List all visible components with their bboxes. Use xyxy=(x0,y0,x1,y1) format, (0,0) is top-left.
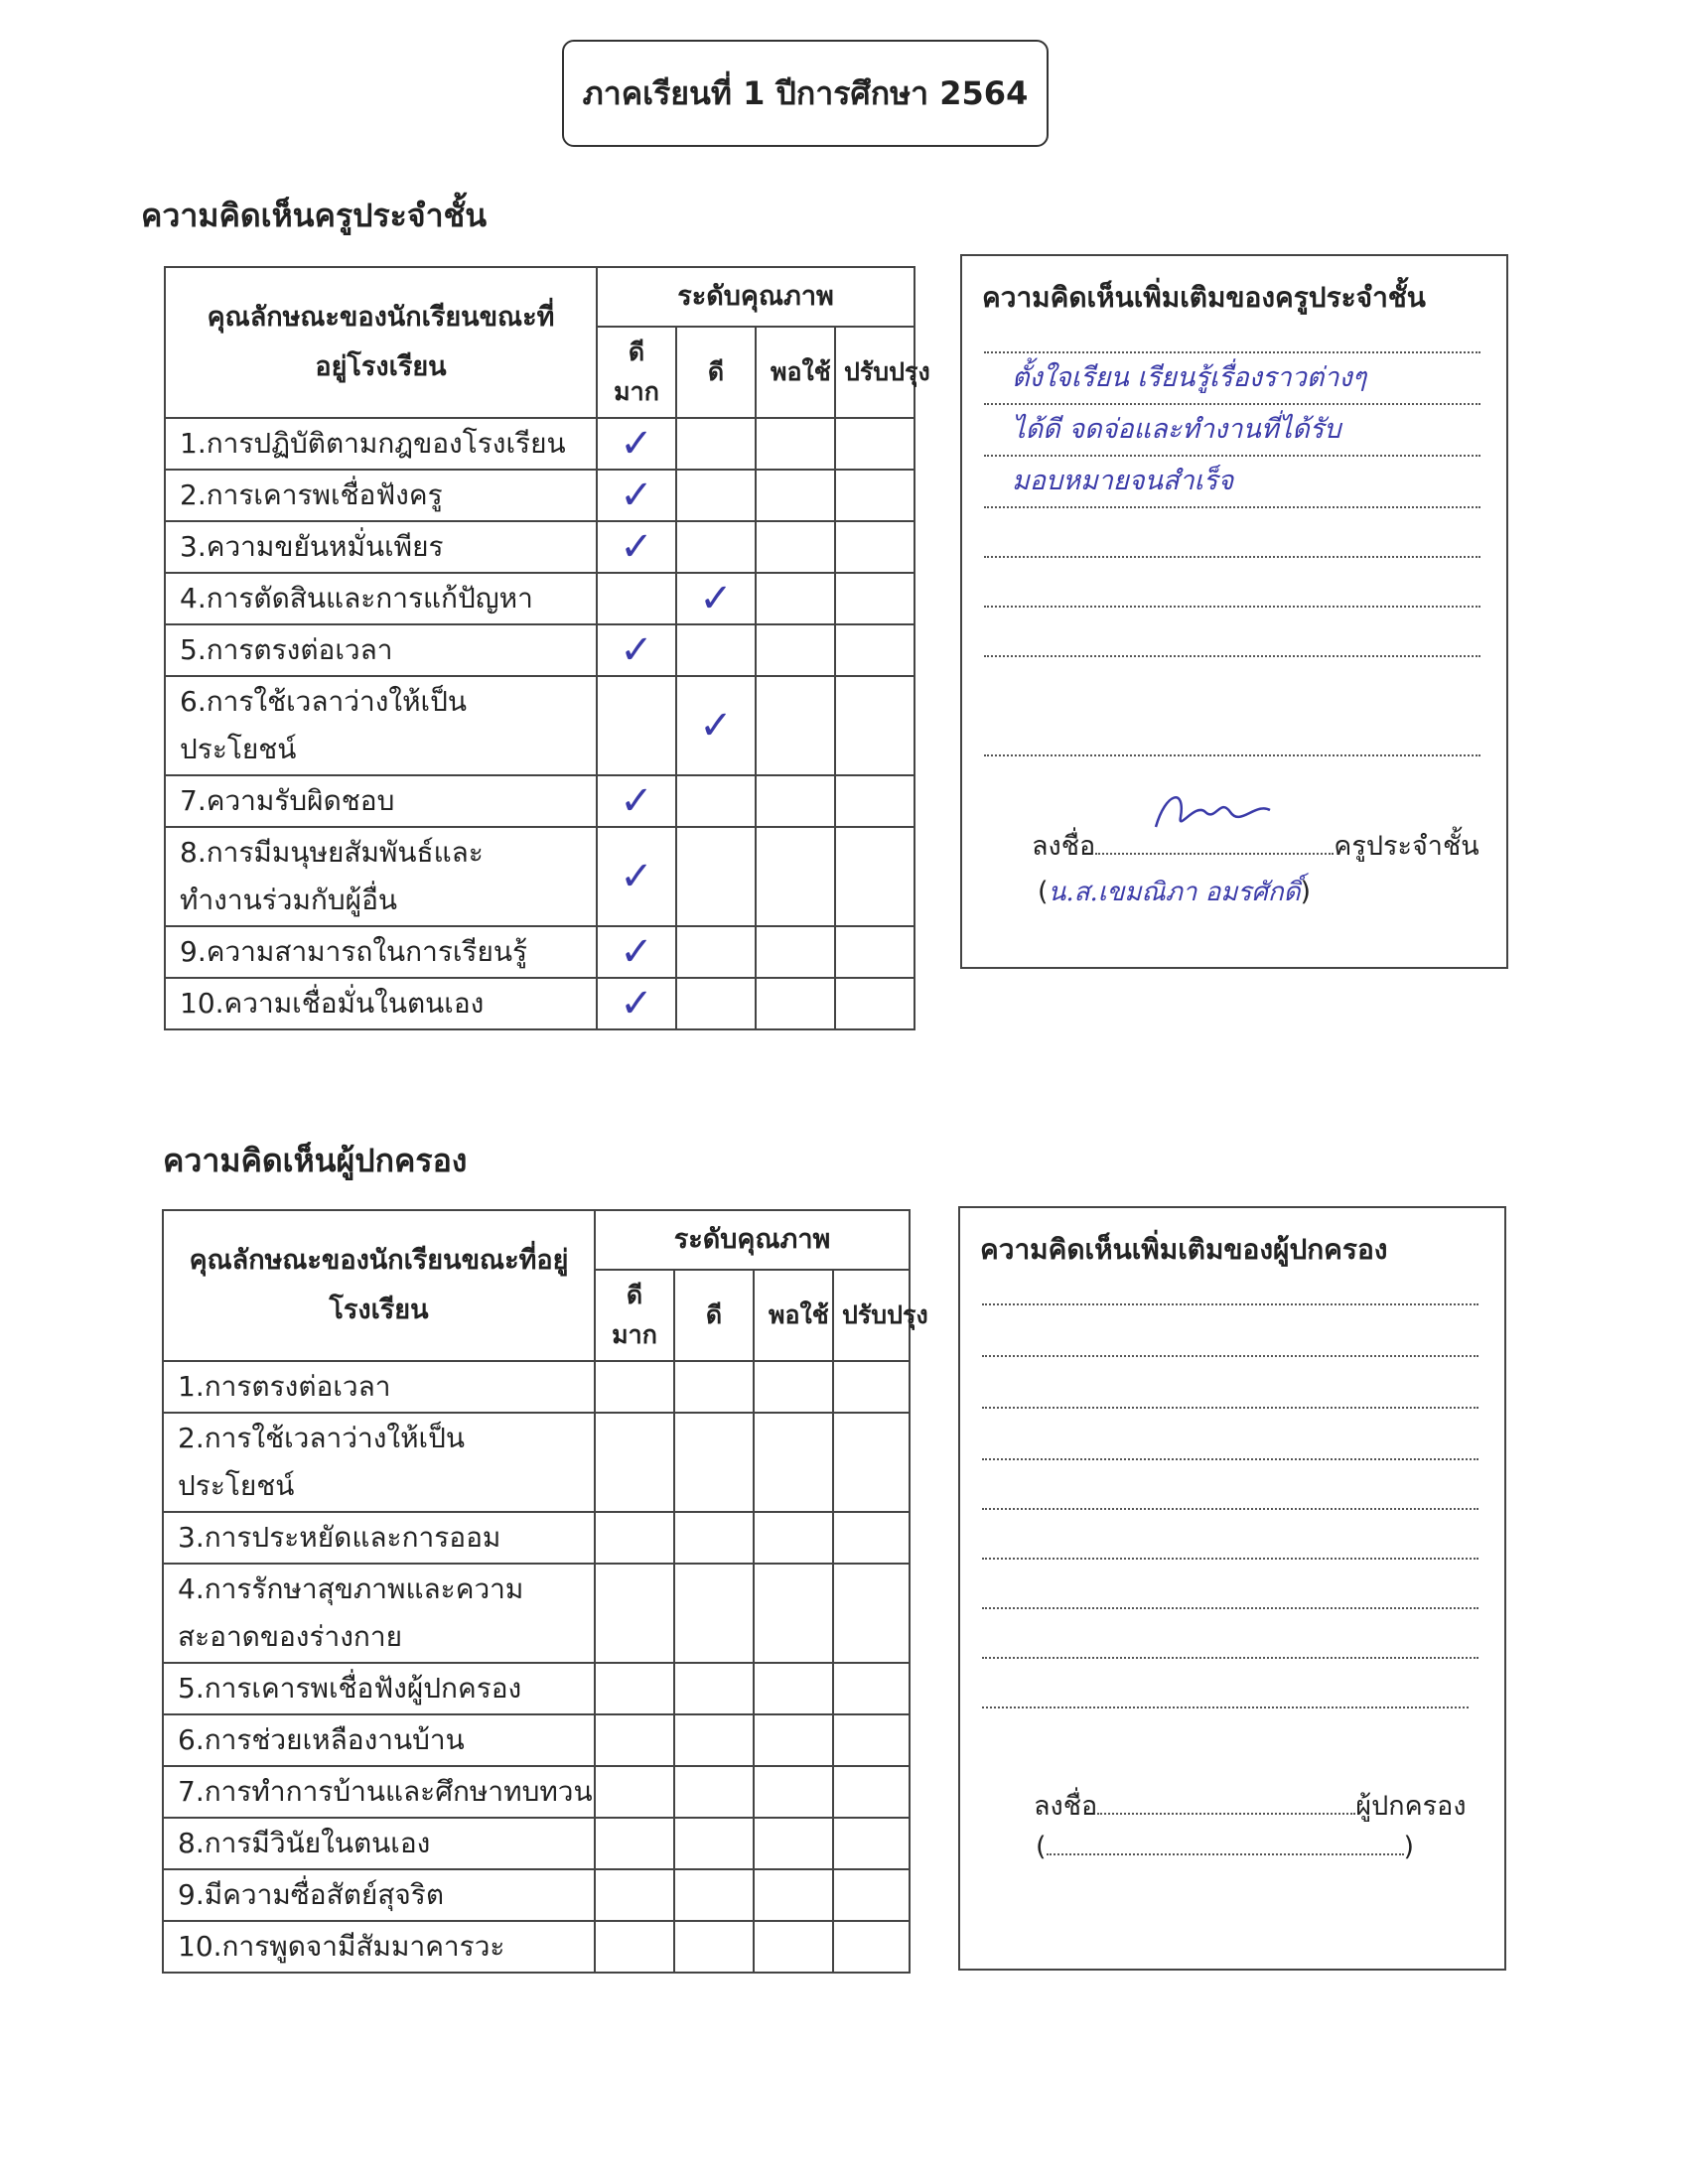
rating-cell[interactable] xyxy=(756,624,835,676)
trait-label: 9.มีความซื่อสัตย์สุจริต xyxy=(163,1869,595,1921)
comment-line xyxy=(984,351,1480,353)
comment-line[interactable] xyxy=(982,1508,1478,1510)
trait-label: 1.การตรงต่อเวลา xyxy=(163,1361,595,1413)
comment-line xyxy=(984,556,1480,558)
rating-cell[interactable] xyxy=(674,1512,754,1564)
rating-cell[interactable] xyxy=(833,1663,910,1714)
trait-label: 3.การประหยัดและการออม xyxy=(163,1512,595,1564)
rating-cell[interactable] xyxy=(676,926,756,978)
rating-cell[interactable] xyxy=(597,978,676,1029)
close-paren: ) xyxy=(1300,877,1312,907)
rating-cell[interactable] xyxy=(835,926,914,978)
rating-cell[interactable] xyxy=(595,1512,674,1564)
comment-line xyxy=(984,506,1480,508)
trait-label: 8.การมีมนุษยสัมพันธ์และทำงานร่วมกับผู้อื่น xyxy=(165,827,597,926)
comment-line xyxy=(984,455,1480,457)
rating-cell[interactable] xyxy=(595,1869,674,1921)
rating-cell[interactable] xyxy=(754,1869,833,1921)
rating-cell[interactable] xyxy=(595,1663,674,1714)
rating-cell[interactable] xyxy=(597,573,676,624)
teacher-section-heading: ความคิดเห็นครูประจำชั้น xyxy=(141,197,488,234)
trait-label: 5.การเคารพเชื่อฟังผู้ปกครอง xyxy=(163,1663,595,1714)
check-icon: ✓ xyxy=(620,929,653,975)
comment-line[interactable] xyxy=(982,1558,1478,1560)
rating-cell[interactable] xyxy=(833,1413,910,1512)
parent-signer-row xyxy=(1036,1832,1414,1862)
parent-comment-title: ความคิดเห็นเพิ่มเติมของผู้ปกครอง xyxy=(980,1233,1388,1266)
rating-cell[interactable] xyxy=(756,470,835,521)
trait-label: 3.ความขยันหมั่นเพียร xyxy=(165,521,597,573)
rating-cell[interactable] xyxy=(754,1766,833,1818)
rating-cell[interactable] xyxy=(754,1663,833,1714)
rating-cell[interactable] xyxy=(676,827,756,926)
trait-label: 2.การใช้เวลาว่างให้เป็นประโยชน์ xyxy=(163,1413,595,1512)
trait-label: 10.ความเชื่อมั่นในตนเอง xyxy=(165,978,597,1029)
rating-cell[interactable] xyxy=(754,1818,833,1869)
rating-cell[interactable] xyxy=(835,676,914,775)
table-row xyxy=(163,1766,910,1818)
level-header-excellent: ดีมาก xyxy=(597,327,676,418)
level-header-improve: ปรับปรุง xyxy=(833,1270,910,1361)
table-row xyxy=(165,775,914,827)
level-header-improve: ปรับปรุง xyxy=(835,327,914,418)
comment-line xyxy=(984,655,1480,657)
trait-label: 9.ความสามารถในการเรียนรู้ xyxy=(165,926,597,978)
rating-cell[interactable] xyxy=(833,1512,910,1564)
rating-cell[interactable] xyxy=(597,926,676,978)
table-row xyxy=(165,521,914,573)
rating-cell[interactable] xyxy=(754,1361,833,1413)
rating-cell[interactable] xyxy=(754,1564,833,1663)
trait-label: 5.การตรงต่อเวลา xyxy=(165,624,597,676)
teacher-comment-line-2: ได้ดี จดจ่อและทำงานที่ได้รับ xyxy=(1012,414,1341,445)
sign-label: ลงชื่อ xyxy=(1032,831,1096,862)
rating-cell[interactable] xyxy=(595,1714,674,1766)
rating-cell[interactable] xyxy=(674,1766,754,1818)
rating-cell[interactable] xyxy=(597,624,676,676)
teacher-comment-line-1: ตั้งใจเรียน เรียนรู้เรื่องราวต่างๆ xyxy=(1012,362,1367,393)
check-icon: ✓ xyxy=(620,627,653,673)
quality-level-header: ระดับคุณภาพ xyxy=(595,1210,910,1270)
rating-cell[interactable] xyxy=(676,573,756,624)
rating-cell[interactable] xyxy=(595,1921,674,1973)
table-row xyxy=(163,1413,910,1512)
level-header-good: ดี xyxy=(676,327,756,418)
rating-cell[interactable] xyxy=(674,1564,754,1663)
rating-cell[interactable] xyxy=(833,1869,910,1921)
rating-cell[interactable] xyxy=(674,1714,754,1766)
rating-cell[interactable] xyxy=(835,418,914,470)
semester-title: ภาคเรียนที่ 1 ปีการศึกษา 2564 xyxy=(562,40,1049,147)
traits-column-header: คุณลักษณะของนักเรียนขณะที่อยู่โรงเรียน xyxy=(165,267,597,418)
rating-cell[interactable] xyxy=(754,1921,833,1973)
rating-cell[interactable] xyxy=(835,470,914,521)
rating-cell[interactable] xyxy=(754,1413,833,1512)
trait-label: 2.การเคารพเชื่อฟังครู xyxy=(165,470,597,521)
rating-cell[interactable] xyxy=(833,1714,910,1766)
rating-cell[interactable] xyxy=(674,1413,754,1512)
rating-cell[interactable] xyxy=(595,1361,674,1413)
rating-cell[interactable] xyxy=(756,418,835,470)
rating-cell[interactable] xyxy=(756,676,835,775)
trait-label: 8.การมีวินัยในตนเอง xyxy=(163,1818,595,1869)
table-row xyxy=(165,827,914,926)
rating-cell[interactable] xyxy=(597,775,676,827)
trait-label: 4.การตัดสินและการแก้ปัญหา xyxy=(165,573,597,624)
rating-cell[interactable] xyxy=(833,1361,910,1413)
rating-cell[interactable] xyxy=(676,418,756,470)
teacher-role-label: ครูประจำชั้น xyxy=(1334,831,1479,862)
table-row xyxy=(165,418,914,470)
trait-label: 1.การปฏิบัติตามกฎของโรงเรียน xyxy=(165,418,597,470)
level-header-fair: พอใช้ xyxy=(756,327,835,418)
rating-cell[interactable] xyxy=(833,1818,910,1869)
parent-role-label: ผู้ปกครอง xyxy=(1355,1791,1467,1822)
rating-cell[interactable] xyxy=(597,470,676,521)
check-icon: ✓ xyxy=(699,703,733,749)
check-icon: ✓ xyxy=(620,778,653,824)
rating-cell[interactable] xyxy=(595,1766,674,1818)
table-row xyxy=(165,926,914,978)
level-header-fair: พอใช้ xyxy=(754,1270,833,1361)
level-header-excellent: ดีมาก xyxy=(595,1270,674,1361)
teacher-comment-title: ความคิดเห็นเพิ่มเติมของครูประจำชั้น xyxy=(982,281,1426,314)
sign-label: ลงชื่อ xyxy=(1034,1791,1098,1822)
rating-cell[interactable] xyxy=(835,573,914,624)
teacher-evaluation-table xyxy=(164,266,930,1030)
rating-cell[interactable] xyxy=(597,521,676,573)
teacher-signature-row xyxy=(1032,824,1479,867)
rating-cell[interactable] xyxy=(756,521,835,573)
rating-cell[interactable] xyxy=(597,418,676,470)
rating-cell[interactable] xyxy=(676,624,756,676)
comment-line[interactable] xyxy=(982,1303,1478,1305)
close-paren: ) xyxy=(1403,1832,1415,1862)
teacher-comment-box xyxy=(960,254,1508,969)
rating-cell[interactable] xyxy=(835,624,914,676)
table-row xyxy=(165,573,914,624)
rating-cell[interactable] xyxy=(833,1921,910,1973)
table-row xyxy=(163,1714,910,1766)
trait-label: 4.การรักษาสุขภาพและความสะอาดของร่างกาย xyxy=(163,1564,595,1663)
rating-cell[interactable] xyxy=(756,978,835,1029)
check-icon: ✓ xyxy=(620,981,653,1026)
rating-cell[interactable] xyxy=(835,521,914,573)
rating-cell[interactable] xyxy=(676,521,756,573)
trait-label: 10.การพูดจามีสัมมาคารวะ xyxy=(163,1921,595,1973)
rating-cell[interactable] xyxy=(754,1714,833,1766)
table-row xyxy=(163,1361,910,1413)
rating-cell[interactable] xyxy=(756,573,835,624)
comment-line[interactable] xyxy=(982,1657,1478,1659)
traits-column-header: คุณลักษณะของนักเรียนขณะที่อยู่โรงเรียน xyxy=(163,1210,595,1361)
table-row xyxy=(163,1512,910,1564)
rating-cell[interactable] xyxy=(674,1663,754,1714)
rating-cell[interactable] xyxy=(676,775,756,827)
rating-cell[interactable] xyxy=(756,827,835,926)
rating-cell[interactable] xyxy=(595,1564,674,1663)
check-icon: ✓ xyxy=(620,421,653,467)
rating-cell[interactable] xyxy=(674,1818,754,1869)
table-row xyxy=(165,676,914,775)
parent-evaluation-table xyxy=(162,1209,928,1974)
rating-cell[interactable] xyxy=(676,676,756,775)
comment-line[interactable] xyxy=(982,1407,1478,1409)
comment-line[interactable] xyxy=(982,1458,1478,1460)
teacher-signer-row xyxy=(1038,872,1311,912)
comment-line xyxy=(984,754,1480,756)
comment-line[interactable] xyxy=(982,1607,1478,1609)
check-icon: ✓ xyxy=(620,524,653,570)
teacher-comment-line-3: มอบหมายจนสำเร็จ xyxy=(1012,466,1234,496)
check-icon: ✓ xyxy=(699,576,733,621)
comment-line[interactable] xyxy=(982,1706,1469,1708)
rating-cell[interactable] xyxy=(833,1564,910,1663)
parent-signature-row xyxy=(1034,1784,1467,1827)
table-row xyxy=(165,624,914,676)
rating-cell[interactable] xyxy=(674,1869,754,1921)
rating-cell[interactable] xyxy=(597,676,676,775)
level-header-good: ดี xyxy=(674,1270,754,1361)
trait-label: 7.ความรับผิดชอบ xyxy=(165,775,597,827)
comment-line xyxy=(984,403,1480,405)
rating-cell[interactable] xyxy=(835,978,914,1029)
signature-dots xyxy=(1095,853,1334,855)
signature-dots[interactable] xyxy=(1097,1813,1355,1815)
open-paren: ( xyxy=(1036,1832,1047,1862)
parent-comment-box xyxy=(958,1206,1506,1971)
table-row xyxy=(163,1564,910,1663)
rating-cell[interactable] xyxy=(754,1512,833,1564)
parent-signer-dots[interactable] xyxy=(1047,1853,1404,1855)
table-row xyxy=(165,978,914,1029)
rating-cell[interactable] xyxy=(756,926,835,978)
rating-cell[interactable] xyxy=(835,827,914,926)
open-paren: ( xyxy=(1038,877,1049,907)
rating-cell[interactable] xyxy=(674,1361,754,1413)
table-row xyxy=(163,1663,910,1714)
table-row xyxy=(163,1818,910,1869)
teacher-signer-name: น.ส.เขมณิภา อมรศักดิ์ xyxy=(1048,878,1301,907)
trait-label: 7.การทำการบ้านและศึกษาทบทวน xyxy=(163,1766,595,1818)
trait-label: 6.การใช้เวลาว่างให้เป็นประโยชน์ xyxy=(165,676,597,775)
table-row xyxy=(165,470,914,521)
rating-cell[interactable] xyxy=(597,827,676,926)
rating-cell[interactable] xyxy=(833,1766,910,1818)
comment-line[interactable] xyxy=(982,1355,1478,1357)
check-icon: ✓ xyxy=(620,473,653,518)
rating-cell[interactable] xyxy=(676,470,756,521)
rating-cell[interactable] xyxy=(674,1921,754,1973)
table-row xyxy=(163,1921,910,1973)
trait-label: 6.การช่วยเหลืองานบ้าน xyxy=(163,1714,595,1766)
rating-cell[interactable] xyxy=(595,1413,674,1512)
table-row xyxy=(163,1869,910,1921)
rating-cell[interactable] xyxy=(835,775,914,827)
rating-cell[interactable] xyxy=(756,775,835,827)
quality-level-header: ระดับคุณภาพ xyxy=(597,267,914,327)
comment-line xyxy=(984,606,1480,608)
rating-cell[interactable] xyxy=(595,1818,674,1869)
rating-cell[interactable] xyxy=(676,978,756,1029)
check-icon: ✓ xyxy=(620,854,653,899)
parent-section-heading: ความคิดเห็นผู้ปกครอง xyxy=(163,1142,468,1179)
